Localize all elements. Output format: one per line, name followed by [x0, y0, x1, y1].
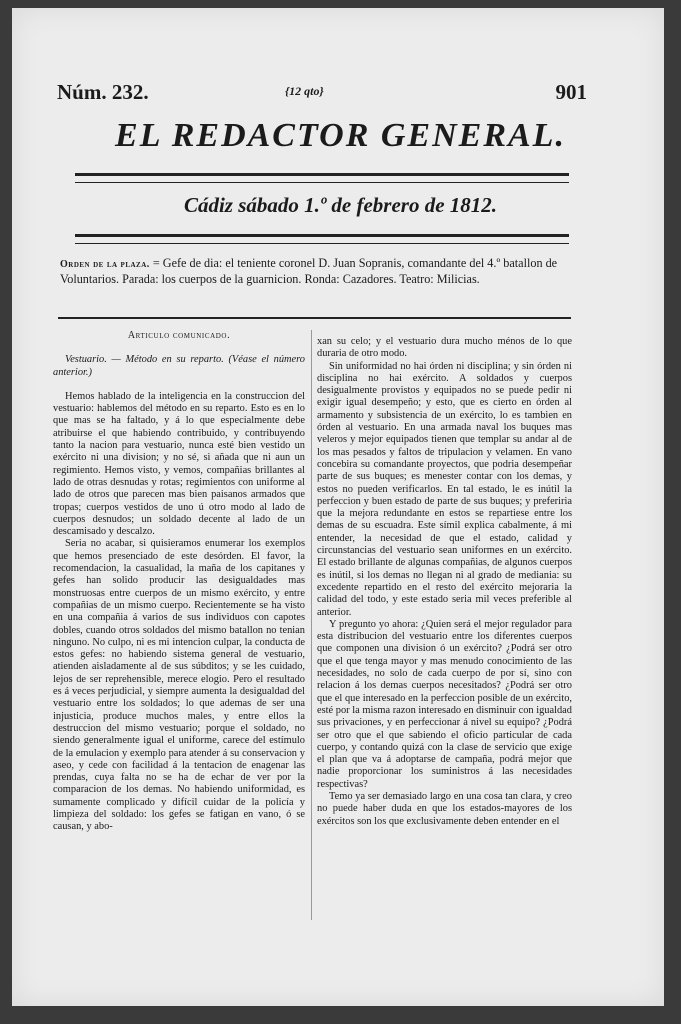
article-paragraph: Temo ya ser demasiado largo en una cosa tan clara, y creo no puede haber duda en que los estados-mayores de los exércitos son los que exclusivamente deben entender en el — [317, 790, 572, 827]
orden-text: = Gefe de dia: el teniente coronel D. Juan Sopranis, comandante del 4.º batallon de Voluntarios. Parada: los cuerpos de la guarnicion. Ronda: Cazadores. Teatro: Milicias. — [60, 256, 558, 286]
masthead-title: EL REDACTOR GENERAL. — [115, 117, 566, 154]
article-section-title: Articulo comunicado. — [127, 330, 231, 341]
article-subtitle: Vestuario. — Método en su reparto. (Véase el número anterior.) — [53, 354, 305, 378]
article-paragraph: Seria no acabar, si quisieramos enumerar los exemplos que hemos presenciado de este desórden. El favor, la recomendacion, la casualidad, la maña de los capitanes y gefes han solido producir las desigualdades mas monstruosas entre cuerpos de un mismo exército, y entre compañias de un mismo cuerpo. Recientemente se ha visto en una compañia á varios de sus individuos con capotes dobles, cuando otros soldados del mismo batallon no tenian ninguno. No culpo, ni es mi intencion culpar, la conducta de estos gefes: no habiendo sistema general de vestuario, atienden aisladamente al de sus súbditos; y se les cuidado, lejos de ser reprehensible, merece elogio. Pero el resultado es á veces perjudicial, y siempre aumenta la desigualdad del vestuario entre los soldados; lo que ademas de ser una injusticia, produce muchos males, y entre ellos la destruccion del mismo vestuario; porque el soldado, no siendo generalmente igual el uniforme, carece del estímulo de la emulacion y exemplo para atender á su conservacion y aseo, y cede con facilidad á la tentacion de enagenar las prendas, cuya falta no se ha de echar de ver por la comparacion de los demas. No habiendo uniformidad, es sumamente complicado y difícil cuidar de la policía y limpieza del soldado: los gefes se fatigan en vano, ó se causan, y abo- — [53, 538, 305, 833]
article-paragraph: Hemos hablado de la inteligencia en la construccion del vestuario: hablemos del método en su reparto. Esto es en lo que mas se ha faltado, y á lo que especialmente debe atribuirse el que habiendo contribuido, y contribuyendo tanto la nacion para vestuario, nunca esté bien vestido un exército ni una division; y no sé, si añada que ni aun un regimiento. Hemos visto, y vemos, compañias brillantes al lado de otras desnudas y rotas; regimientos con uniforme al lado de otros que parecen mas bien paisanos armados que tropas; cuerpos vestidos de uno ú otro modo al lado de cuerpos desnudos; un soldado decente al lado de un descamisado y descalzo. — [53, 390, 305, 538]
article-paragraph: Y pregunto yo ahora: ¿Quien será el mejor regulador para esta distribucion del vestuario entre los diferentes cuerpos que componen una division ó un exército? ¿Podrá ser otro que el que tenga mayor y mas menudo conocimiento de las necesidades, no solo de cada cuerpo de por sí, sino con relacion á los demas cuerpos necesitados? ¿Podrá ser otro que el que interesado en la perfeccion posible de un exército, esté por la misma razon interesado en disminuir con igualdad sus privaciones, y en perfeccionar á nivel su equipo? ¿Podrá ser otro que el que sabiendo el oficio particular de cada cuerpo, y contando quizá con la clase de servicio que exige el plan que va á adoptarse de campaña, podrá mejor que nadie proporcionar los suministros á las necesidades respectivas? — [317, 618, 572, 790]
issue-number: Núm. 232. — [57, 80, 149, 104]
issue-handwritten-note: {12 qto} — [285, 84, 324, 98]
article-paragraph: xan su celo; y el vestuario dura mucho ménos de lo que duraria de otro modo. — [317, 336, 572, 360]
dateline-rule — [75, 234, 569, 244]
article-right-column — [317, 336, 572, 828]
column-divider — [311, 330, 312, 920]
masthead-rule — [75, 173, 569, 183]
orden-lead: Orden de la plaza. — [60, 259, 150, 270]
section-rule — [58, 317, 571, 319]
orden-de-la-plaza — [60, 256, 570, 287]
page-header — [57, 80, 587, 110]
article-left-column — [53, 330, 305, 834]
page-number: 901 — [555, 80, 587, 104]
dateline: Cádiz sábado 1.º de febrero de 1812. — [183, 193, 498, 217]
article-paragraph: Sin uniformidad no hai órden ni disciplina; y sin órden ni disciplina no hai exército. A soldados y cuerpos desigualmente provistos y equipados no se puede pedir ni exigir igual desempeño; y esto, que es cierto en órden al armamento y subsistencia de un exército, lo es tambien en órden al vestuario. En una armada naval los buques mas veleros y mejor equipados tienen que templar su andar al de los mas pesados y faltos de tripulacion y velamen. En vano concebira su comandante proyectos, que podria desempeñar parte de sus buques; es menester contar con los demas, y estos no pueden verificarlos. En tal estado, le es inútil la perfeccion y buen estado de parte de sus buques; y preferiria que la mejora redundante en estos se repartiese entre los demas de su escuadra. Este símil explica cabalmente, á mi entender, la necesidad de que el estado, calidad y circunstancias del vestuario sean uniformes en un exército. El estado brillante de algunas compañias, de algunos cuerpos es inútil, si los demas no llegan ni al grado de mediania: su excedente repartido en el resto del exército mejoraria la calidad del todo, y este estado seria mil veces preferible al anterior. — [317, 360, 572, 618]
